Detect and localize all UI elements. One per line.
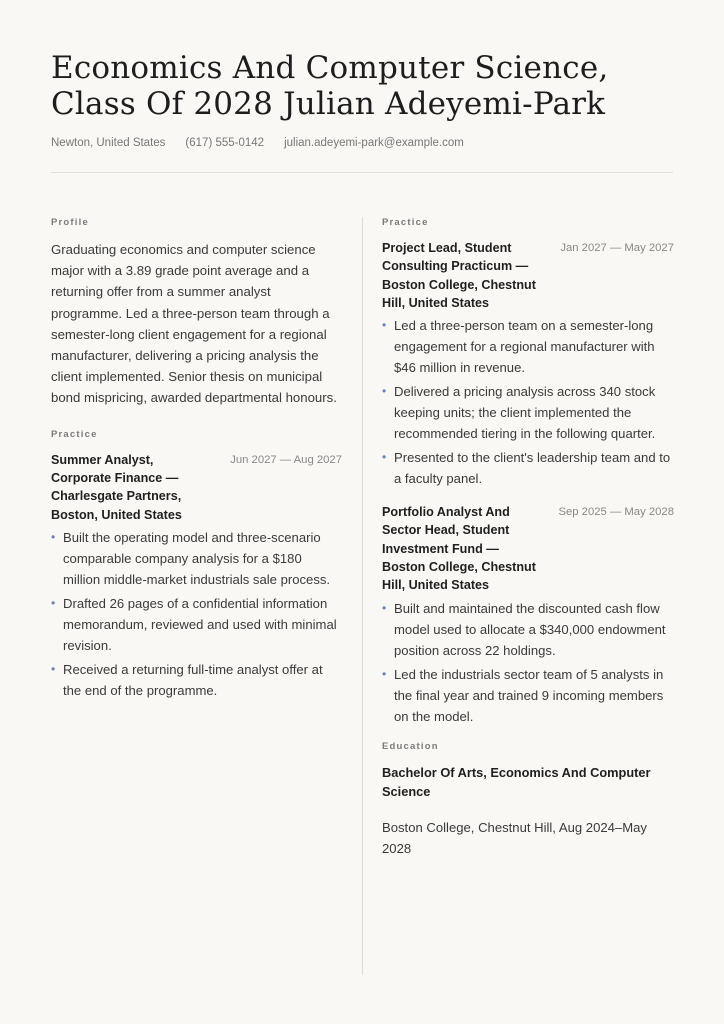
- bullet-icon: •: [382, 318, 387, 333]
- entry-title: Portfolio Analyst And Sector Head, Student Investment Fund — Boston College, Chestnut Hill, United States: [382, 505, 536, 593]
- bullet-icon: •: [382, 384, 387, 399]
- experience-entry: [382, 503, 674, 726]
- section-label-profile: Profile: [51, 217, 89, 228]
- section-label-practice: Practice: [382, 217, 429, 228]
- column-divider: [362, 217, 363, 975]
- profile-text: Graduating economics and computer science major with a 3.89 grade point average and a returning offer from a summer analyst programme. Led a three-person team through a semester-long client engagement for a regional manufacturer, delivering a pricing analysis the client implemented. Senior thesis on municipal bond mispricing, awarded departmental honours.: [51, 242, 337, 406]
- education-degree: Bachelor Of Arts, Economics And Computer Science: [382, 764, 651, 799]
- entry-title: Summer Analyst, Corporate Finance — Charlesgate Partners, Boston, United States: [51, 452, 182, 522]
- bullet-item: • Delivered a pricing analysis across 340 stock keeping units; the client implemented the recommended tiering in the following quarter.: [382, 381, 674, 444]
- bullet-list: [382, 315, 674, 489]
- candidate-name: Economics And Computer Science, Class Of 2028 Julian Adeyemi-Park: [51, 50, 609, 122]
- section-label-education: Education: [382, 740, 439, 752]
- bullet-icon: •: [51, 661, 56, 676]
- section-label-practice: Practice: [51, 428, 98, 440]
- bullet-item: • Drafted 26 pages of a confidential information memorandum, reviewed and used with minimal revision.: [51, 593, 342, 656]
- bullet-item: • Presented to the client's leadership team and to a faculty panel.: [382, 447, 674, 489]
- experience-entry: [382, 239, 674, 489]
- experience-entry: [51, 451, 342, 701]
- bullet-item: • Received a returning full-time analyst offer at the end of the programme.: [51, 659, 342, 701]
- contact-line: [51, 137, 464, 149]
- entry-date: Jan 2027 — May 2027: [560, 242, 674, 254]
- bullet-item: • Built the operating model and three-scenario comparable company analysis for a $180 million middle-market industrials sale process.: [51, 527, 342, 590]
- entry-title: Project Lead, Student Consulting Practicum — Boston College, Chestnut Hill, United States: [382, 241, 536, 310]
- email: julian.adeyemi-park@example.com: [284, 137, 464, 149]
- bullet-icon: •: [51, 529, 56, 544]
- header-divider: [51, 172, 673, 173]
- right-column: [382, 217, 674, 859]
- bullet-icon: •: [51, 595, 56, 610]
- left-column: [51, 217, 342, 715]
- bullet-icon: •: [382, 450, 387, 465]
- bullet-icon: •: [382, 600, 387, 615]
- entry-date: Sep 2025 — May 2028: [558, 506, 674, 519]
- bullet-item: • Led the industrials sector team of 5 analysts in the final year and trained 9 incoming members on the model.: [382, 664, 674, 727]
- education-detail: Boston College, Chestnut Hill, Aug 2024–May 2028: [382, 819, 647, 856]
- location: Newton, United States: [51, 137, 166, 149]
- bullet-item: • Built and maintained the discounted cash flow model used to allocate a $340,000 endowment position across 22 holdings.: [382, 598, 674, 661]
- entry-date: Jun 2027 — Aug 2027: [230, 453, 342, 466]
- bullet-icon: •: [382, 666, 387, 681]
- phone: (617) 555-0142: [185, 137, 265, 149]
- bullet-item: • Led a three-person team on a semester-long engagement for a regional manufacturer with $46 million in revenue.: [382, 315, 674, 378]
- bullet-list: [51, 527, 342, 701]
- bullet-list: [382, 598, 674, 727]
